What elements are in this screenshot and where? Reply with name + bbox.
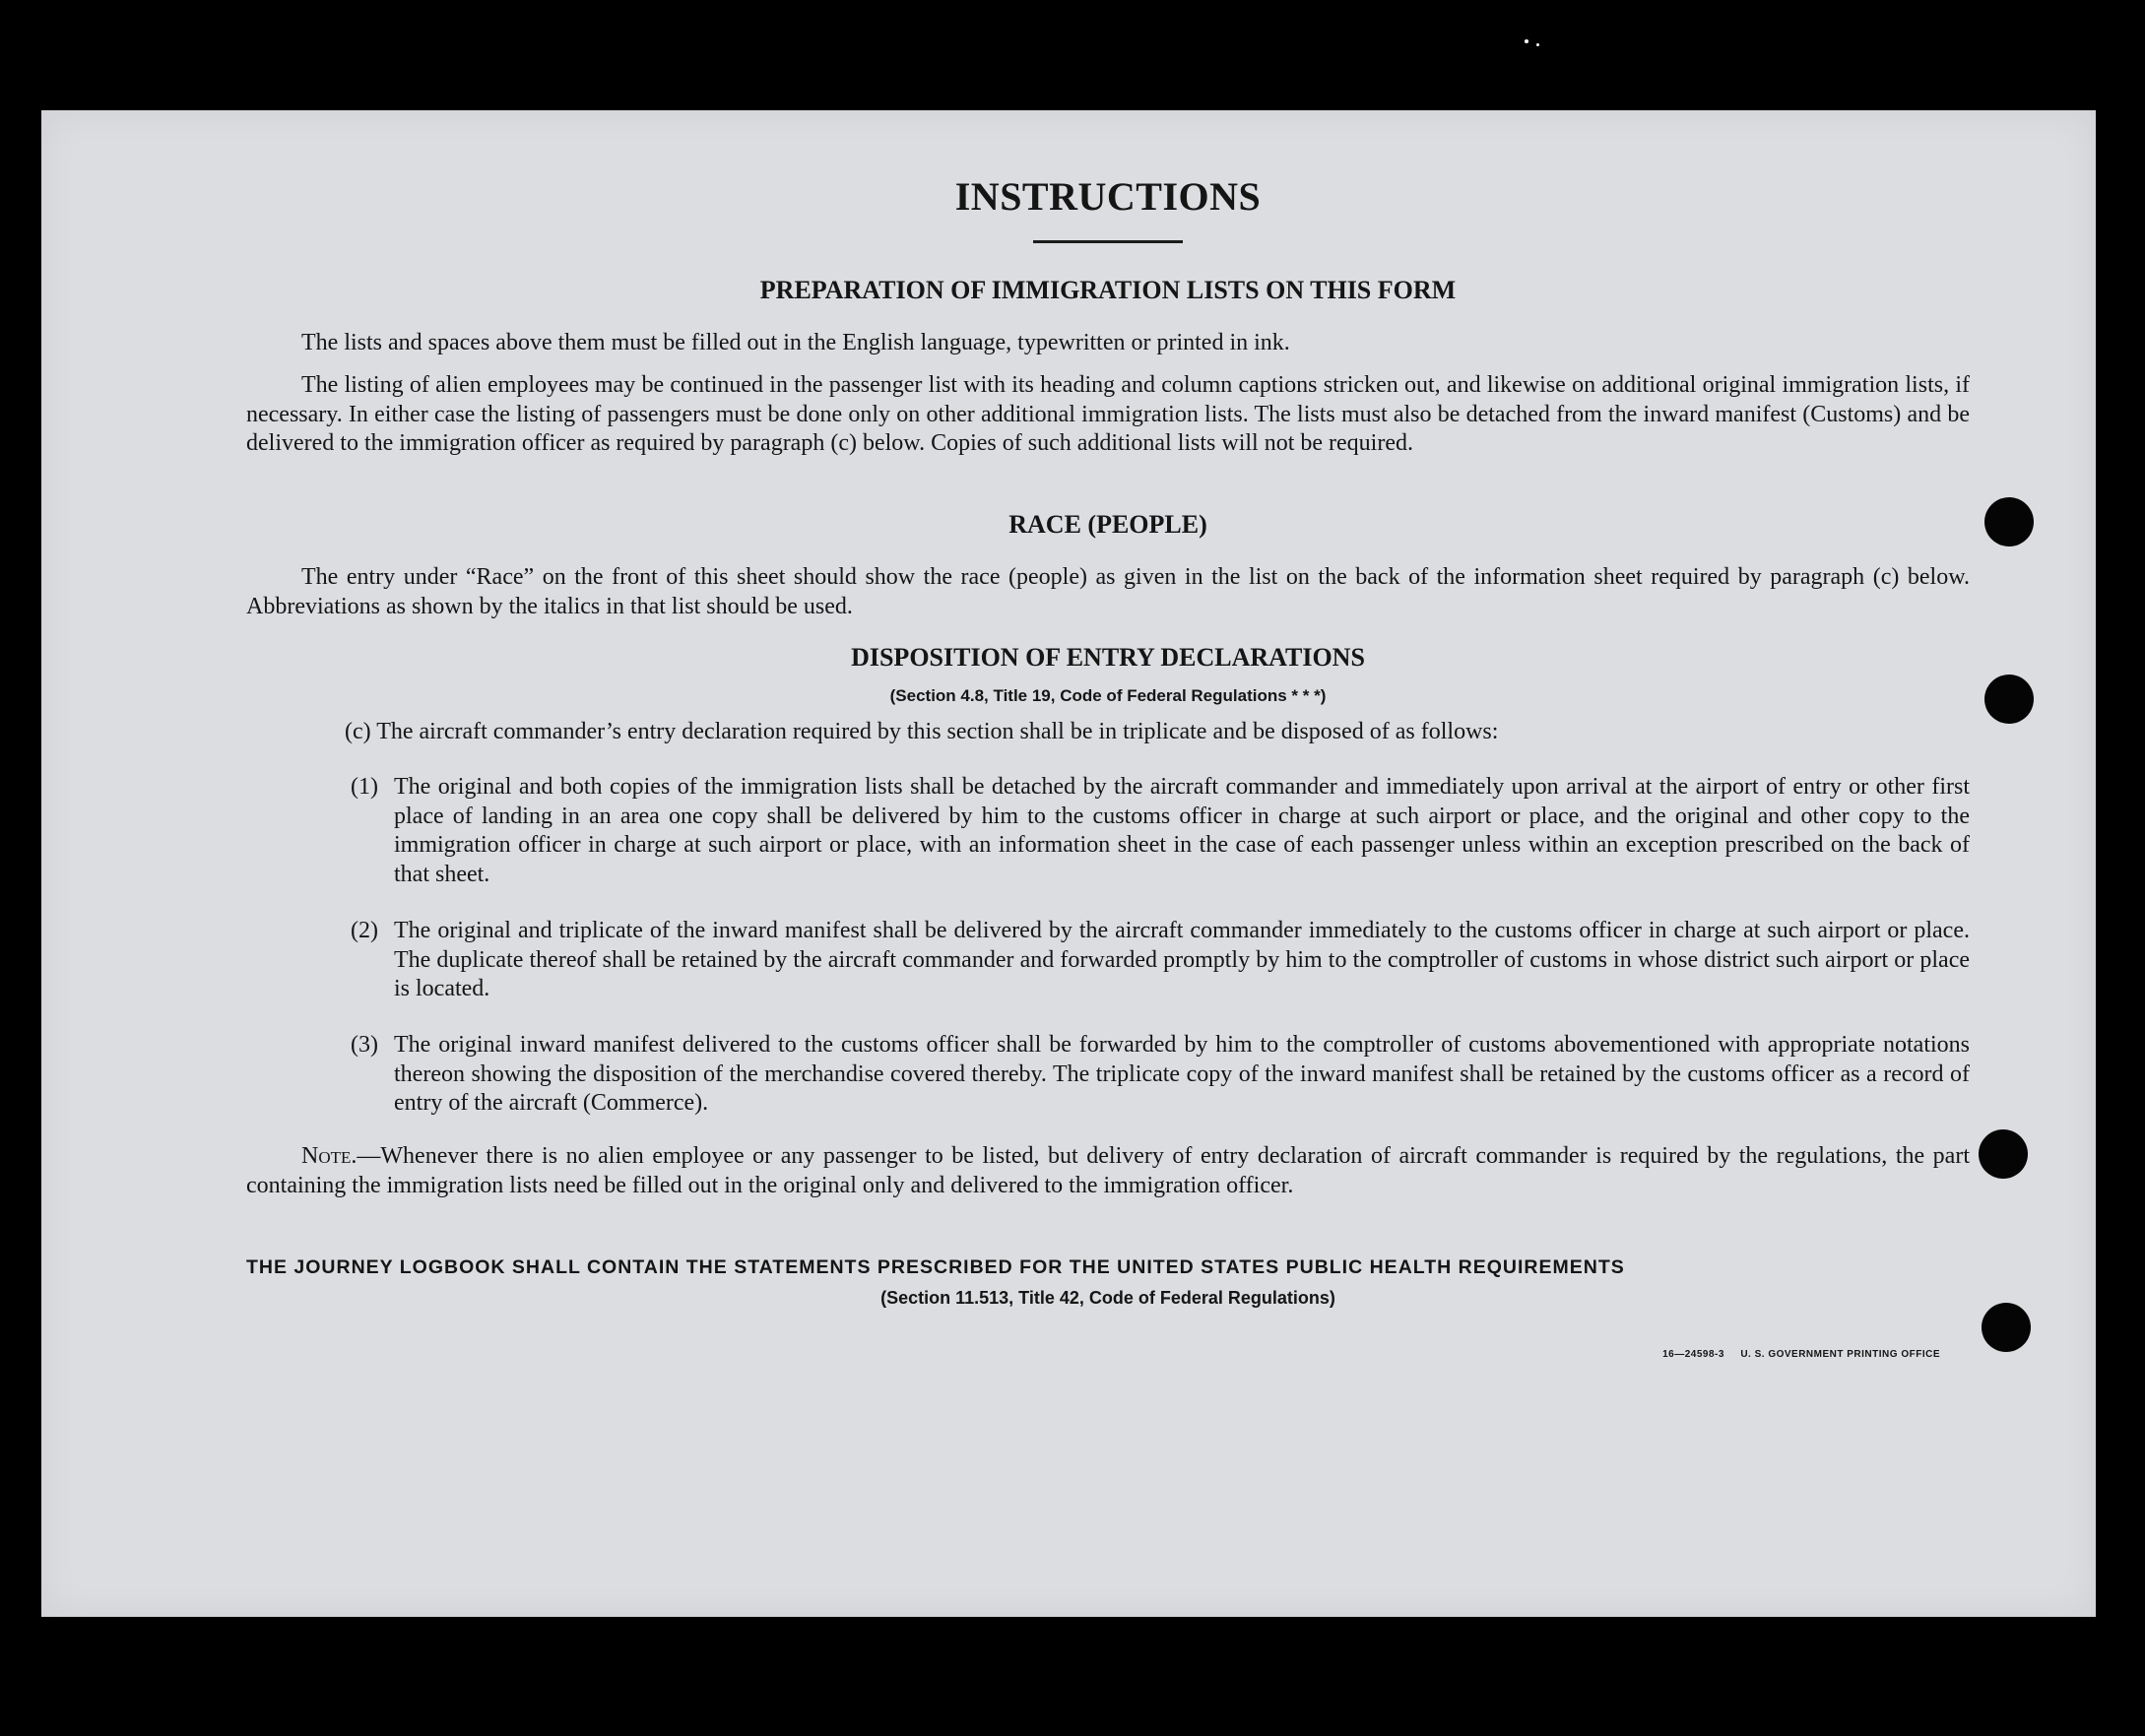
preparation-heading: PREPARATION OF IMMIGRATION LISTS ON THIS FORM <box>759 276 1457 304</box>
printer-imprint <box>1662 1349 1940 1360</box>
paragraph-c-label: (c) <box>345 719 371 744</box>
race-heading: RACE (PEOPLE) <box>1008 510 1207 539</box>
journey-citation: (Section 11.513, Title 42, Code of Federal Regulations) <box>880 1288 1335 1308</box>
note-paragraph <box>246 1142 1970 1200</box>
item-text: The original and both copies of the immigration lists shall be detached by the aircraft commander and immediately upon arrival at the airport of entry or other first place of landing in an area one copy shall be delivered by him to the customs officer in charge at such airport or place, and the original and other copy to the immigration officer in charge at such airport or place, with an information sheet in the case of each passenger unless within an exception prescribed on the back of that sheet. <box>394 774 1970 887</box>
item-number: (2) <box>351 918 378 943</box>
note-text: —Whenever there is no alien employee or any passenger to be listed, but delivery of entry declaration of aircraft commander is required by the regulations, the part containing the immigration lists need be filled out in the original only and delivered to the immigration officer. <box>246 1143 1970 1198</box>
disposition-heading: DISPOSITION OF ENTRY DECLARATIONS <box>851 643 1365 672</box>
race-paragraph: The entry under “Race” on the front of this sheet should show the race (people) as given in the list on the back of the information sheet required by paragraph (c) below. Abbreviations as shown by the italics in that list should be used. <box>246 564 1970 619</box>
scan-speck <box>1525 39 1528 43</box>
item-text: The original and triplicate of the inward manifest shall be delivered by the aircraft commander immediately to the customs officer in charge at such airport or place. The duplicate thereof shall be retained by the aircraft commander and forwarded promptly by him to the comptroller of customs in whose district such airport or place is located. <box>394 918 1970 1001</box>
item-number: (1) <box>351 774 378 800</box>
title-divider <box>1033 240 1183 243</box>
disposition-item-2 <box>351 917 1970 1004</box>
disposition-item-1 <box>351 773 1970 889</box>
disposition-item-3 <box>351 1031 1970 1119</box>
page-title: INSTRUCTIONS <box>954 174 1262 219</box>
preparation-paragraph-2: The listing of alien employees may be continued in the passenger list with its heading and column captions stricken out, and likewise on additional original immigration lists, if necessary. In either case the listing of passengers must be done only on other additional immigration lists. The lists must also be detached from the inward manifest (Customs) and be delivered to the immigration officer as required by paragraph (c) below. Copies of such additional lists will not be required. <box>246 372 1970 456</box>
punch-hole-icon <box>1982 1303 2031 1352</box>
punch-hole-icon <box>1979 1129 2028 1179</box>
scan-speck <box>1536 43 1539 46</box>
journey-logbook-statement: THE JOURNEY LOGBOOK SHALL CONTAIN THE STATEMENTS PRESCRIBED FOR THE UNITED STATES PUBLIC HEALTH REQUIREMENTS <box>246 1256 1625 1278</box>
disposition-citation: (Section 4.8, Title 19, Code of Federal Regulations * * *) <box>889 686 1327 705</box>
preparation-paragraph-1: The lists and spaces above them must be filled out in the English language, typewritten or printed in ink. <box>301 330 1290 355</box>
note-label: Note. <box>301 1143 358 1169</box>
instruction-sheet <box>41 110 2096 1617</box>
form-code: 16—24598-3 <box>1662 1349 1724 1360</box>
printer-name: U. S. GOVERNMENT PRINTING OFFICE <box>1740 1349 1940 1360</box>
paragraph-c-text: The aircraft commander’s entry declaration required by this section shall be in triplicate and be disposed of as follows: <box>376 719 1499 744</box>
punch-hole-icon <box>1984 675 2034 724</box>
item-number: (3) <box>351 1032 378 1058</box>
item-text: The original inward manifest delivered to the customs officer shall be forwarded by him to the comptroller of customs abovementioned with appropriate notations thereon showing the disposition of the merchandise covered thereby. The triplicate copy of the inward manifest shall be retained by the customs officer as a record of entry of the aircraft (Commerce). <box>394 1032 1970 1116</box>
paragraph-c <box>345 718 1970 747</box>
punch-hole-icon <box>1984 497 2034 547</box>
